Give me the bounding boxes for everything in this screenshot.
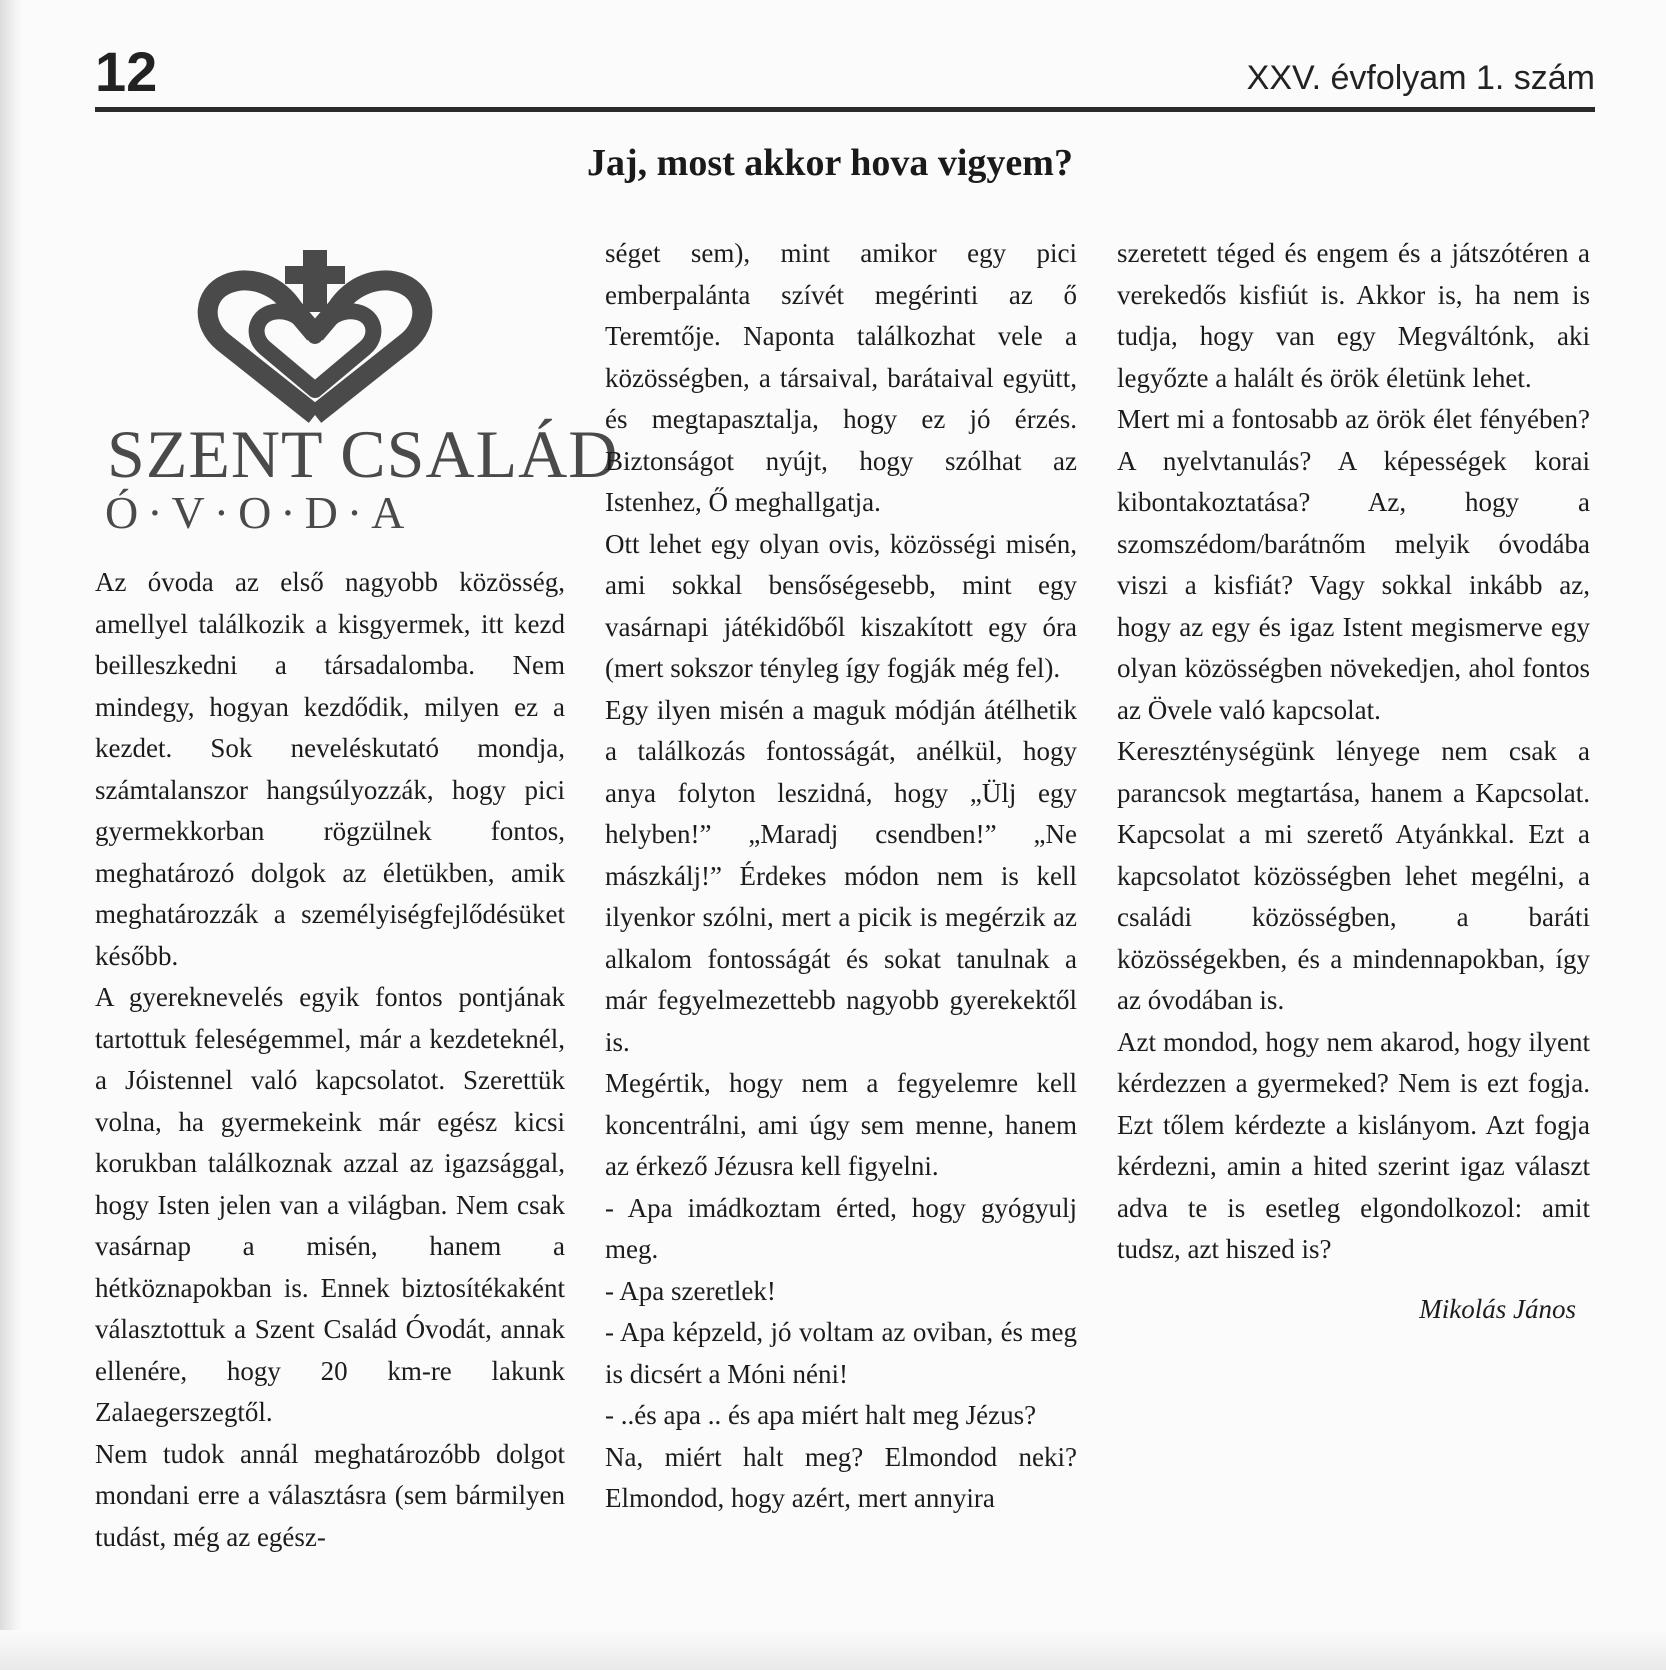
page-number: 12 bbox=[95, 40, 158, 103]
dialogue-line: - ..és apa .. és apa miért halt meg Jézus? bbox=[605, 1400, 1037, 1430]
paragraph: Egy ilyen misén a maguk módján átélhetik a találkozás fontosságát, anélkül, hogy anya folyton leszidná, hogy „Ülj egy helyben!” „Maradj csendben!” „Ne mászkálj!” Érdekes módon nem is kell ilyenkor szólni, mert a picik is megérzik az alkalom fontosságát és sokat tanulnak a már fegyelmezettebb nagyobb gyerekektől is. bbox=[605, 694, 1077, 1057]
article-title: Jaj, most akkor hova vigyem? bbox=[587, 142, 1073, 184]
header-rule bbox=[95, 107, 1595, 112]
paragraph: Azt mondod, hogy nem akarod, hogy ilyent kérdezzen a gyermeked? Nem is ezt fogja. Ezt tőlem kérdezte a kislányom. Azt fogja kérdezni, amin a hited szerint igaz választ adva te is esetleg elgondolkozol: amit tudsz, azt hiszed is? bbox=[1117, 1026, 1590, 1264]
dialogue-line: - Apa imádkoztam érted, hogy gyógyulj meg. bbox=[605, 1192, 1077, 1264]
logo-name: SZENT CSALÁD bbox=[107, 416, 619, 492]
paragraph: Megértik, hogy nem a fegyelemre kell koncentrálni, ami úgy sem menne, hanem az érkező Jézusra kell figyelni. bbox=[605, 1068, 1077, 1181]
article-column-3 bbox=[1117, 233, 1590, 1330]
dialogue-line: - Apa képzeld, jó voltam az oviban, és meg is dicsért a Móni néni! bbox=[605, 1317, 1077, 1389]
dialogue-line: - Apa szeretlek! bbox=[605, 1275, 776, 1306]
article-column-2 bbox=[605, 233, 1077, 1520]
paragraph: Na, miért halt meg? Elmondod neki? Elmondod, hogy azért, mert annyira bbox=[605, 1441, 1077, 1513]
article-column-1 bbox=[95, 562, 565, 1558]
logo-subtitle: Ó·V·O·D·A bbox=[105, 487, 414, 538]
paragraph: séget sem), mint amikor egy pici emberpalánta szívét megérinti az ő Teremtője. Naponta találkozhat vele a közösségben, a társaival, barátaival együtt, és megtapasztalja, hogy ez jó érzés. Biztonságot nyújt, hogy szólhat az Istenhez, Ő meghallgatja. bbox=[605, 238, 1077, 517]
kindergarten-logo bbox=[95, 250, 619, 540]
paragraph: szeretett téged és engem és a játszótéren a verekedős kisfiút is. Akkor is, ha nem is tudja, hogy van egy Megváltónk, aki legyőzte a halált és örök életünk lehet. bbox=[1117, 238, 1590, 393]
paragraph: Ott lehet egy olyan ovis, közösségi misén, ami sokkal bensőségesebb, mint egy vasárnapi játékidőből kiszakított egy óra (mert sokszor tényleg így fogják még fel). bbox=[605, 528, 1077, 683]
paragraph: Nem tudok annál meghatározóbb dolgot mondani erre a választásra (sem bármilyen tudást, még az egész- bbox=[95, 1438, 565, 1552]
paragraph: A gyereknevelés egyik fontos pontjának tartottuk feleségemmel, már a kezdeteknél, a Jóistennel való kapcsolatot. Szerettük volna, ha gyermekeink már egész kicsi korukban találkoznak azzal az igazsággal, hogy Isten jelen van a világban. Nem csak vasárnap a misén, hanem a hétköznapokban is. Ennek biztosítékaként választottuk a Szent Család Óvodát, annak ellenére, hogy 20 km-re lakunk Zalaegerszegtől. bbox=[95, 982, 565, 1427]
hearts-cross-icon bbox=[195, 250, 435, 425]
author-signature: Mikolás János bbox=[1419, 1293, 1576, 1324]
page-header bbox=[95, 40, 1595, 110]
page-edge-shadow bbox=[0, 0, 22, 1670]
issue-label: XXV. évfolyam 1. szám bbox=[1246, 59, 1595, 97]
page-bottom-shadow bbox=[0, 1630, 1666, 1670]
paragraph: Az óvoda az első nagyobb közösség, amellyel találkozik a kisgyermek, itt kezd beilleszkedni a társadalomba. Nem mindegy, hogyan kezdődik, milyen ez a kezdet. Sok neveléskutató mondja, számtalanszor hangsúlyozzák, hogy pici gyermekkorban rögzülnek fontos, meghatározó dolgok az életükben, amik meghatározzák a személyiségfejlődésüket később. bbox=[95, 567, 565, 971]
paragraph: Kereszténységünk lényege nem csak a parancsok megtartása, hanem a Kapcsolat. Kapcsolat a mi szerető Atyánkkal. Ezt a kapcsolatot közösségben lehet megélni, a családi közösségben, a baráti közösségekben, és a mindennapokban, így az óvodában is. bbox=[1117, 736, 1590, 1015]
paragraph: Mert mi a fontosabb az örök élet fényében? A nyelvtanulás? A képességek korai kibontakoztatása? Az, hogy a szomszédom/barátnőm melyik óvodába viszi a kisfiát? Vagy sokkal inkább az, hogy az egy és igaz Istent megismerve egy olyan közösségben növekedjen, ahol fontos az Övele való kapcsolat. bbox=[1117, 404, 1590, 725]
